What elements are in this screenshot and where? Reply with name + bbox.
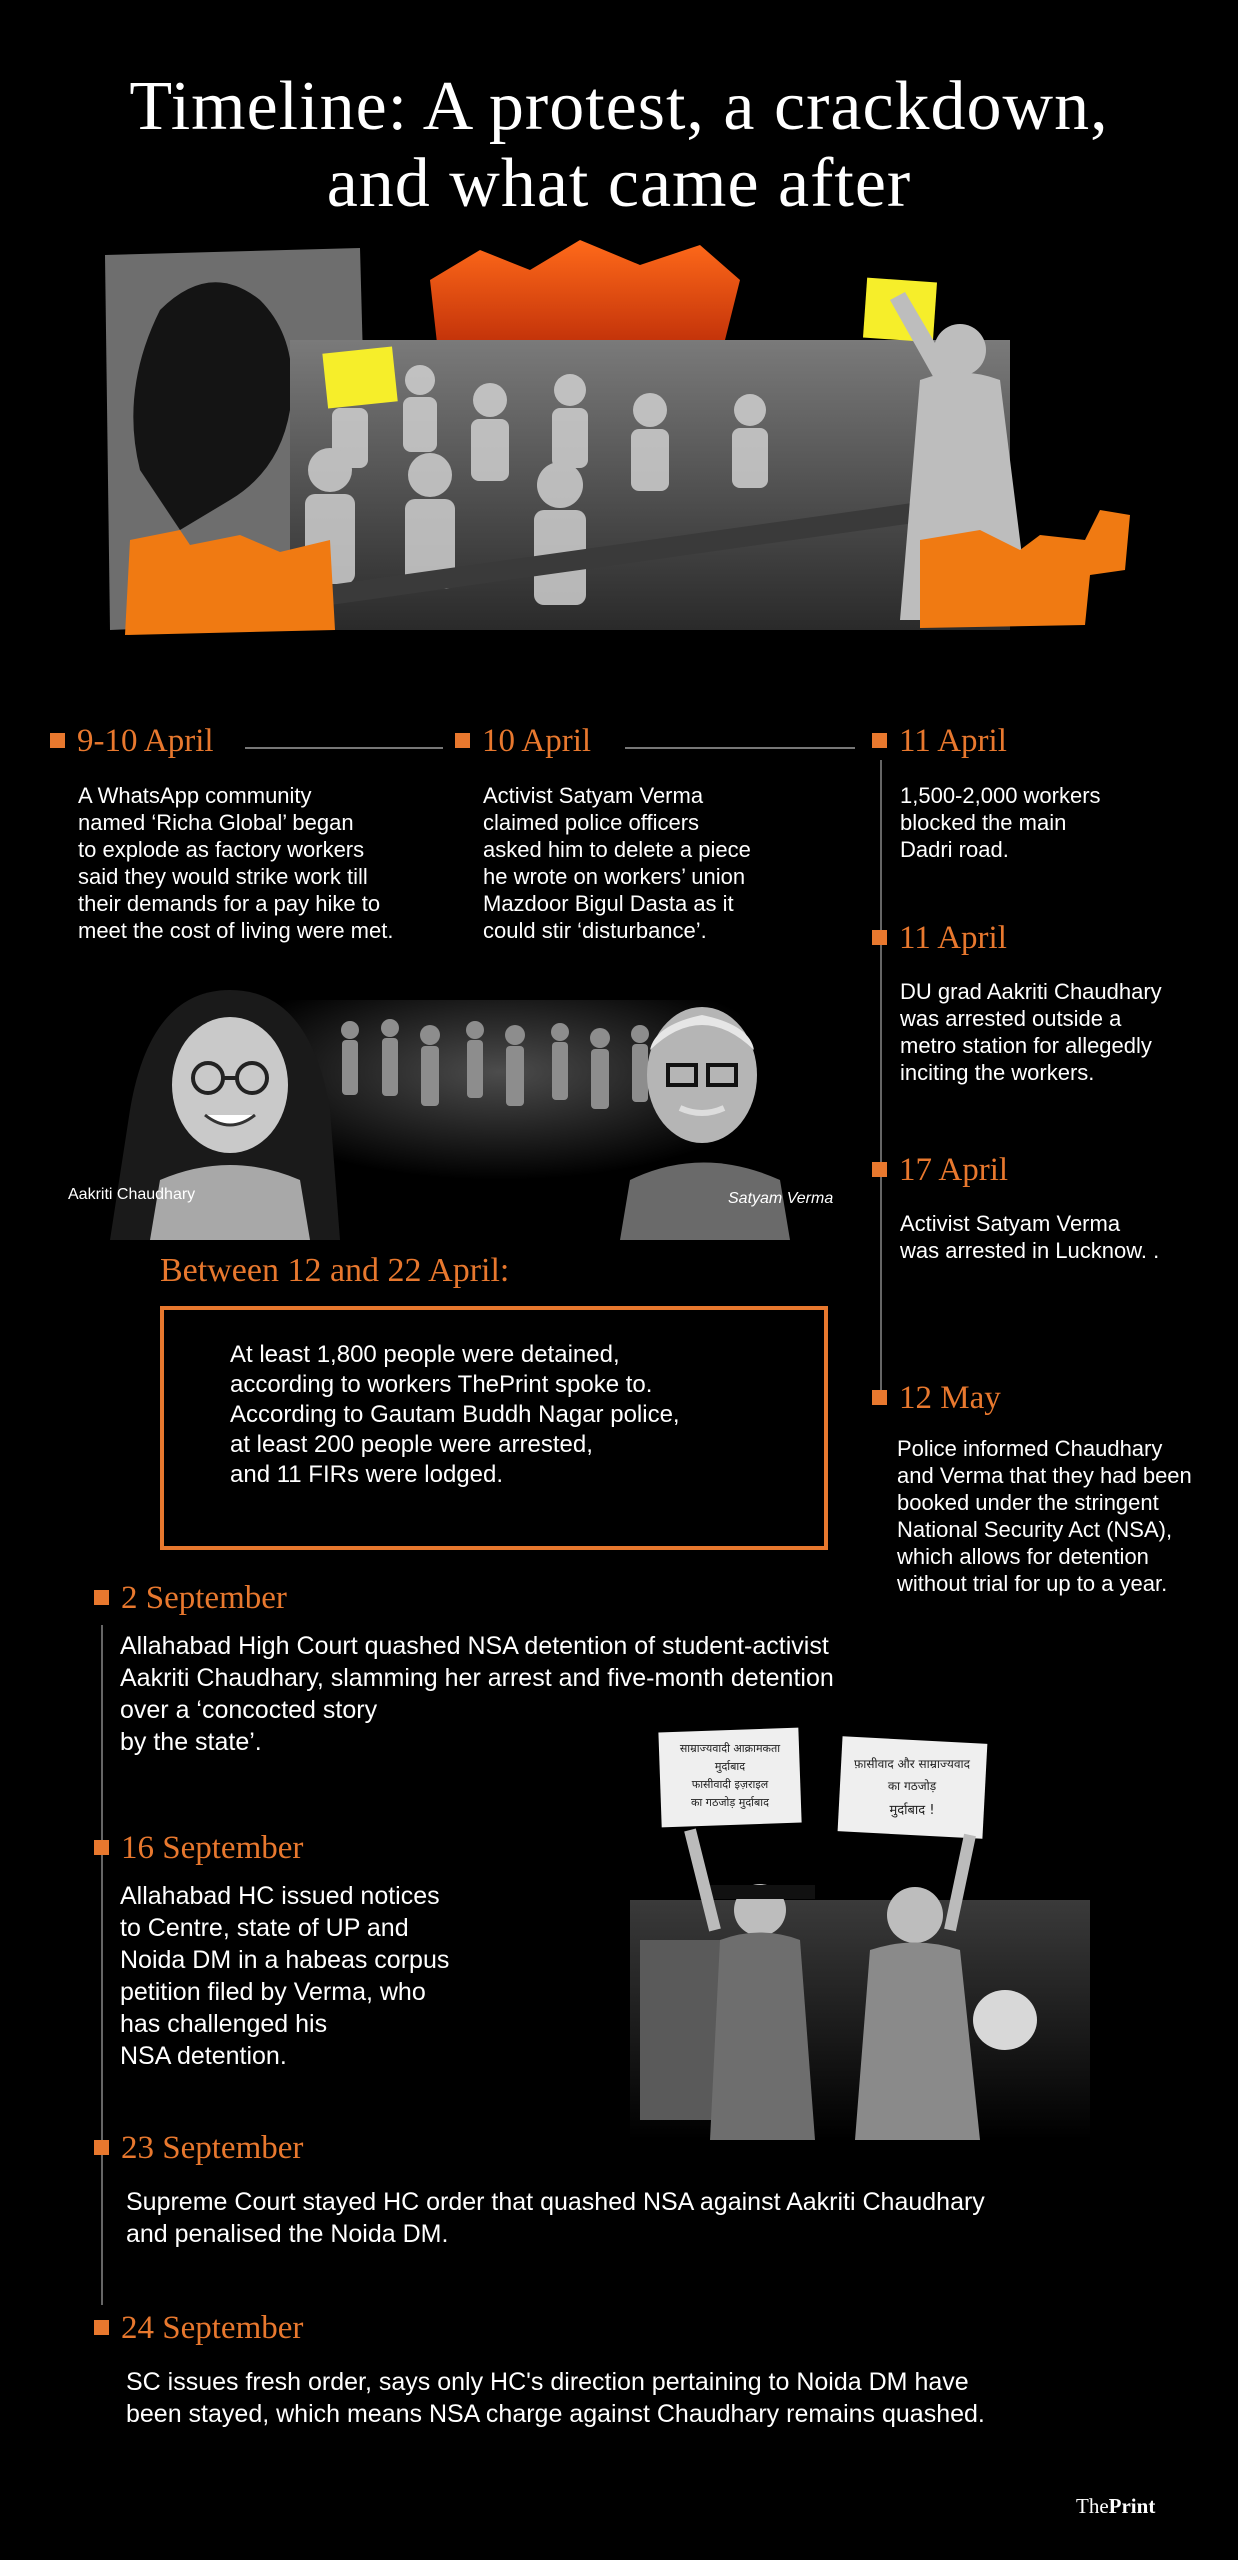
theprint-logo: ThePrint (1076, 2494, 1156, 2518)
title-line-2: and what came after (326, 145, 912, 222)
event-text-11-april-a: 1,500-2,000 workers blocked the main Dadri road. (900, 783, 1101, 862)
hero-collage (100, 240, 1150, 650)
event-text-24-september: SC issues fresh order, says only HC's direction pertaining to Noida DM have been stayed, which means NSA charge against Chaudhary remains quashed. (126, 2368, 985, 2428)
event-text-23-september: Supreme Court stayed HC order that quashed NSA against Aakriti Chaudhary and penalised the Noida DM. (126, 2188, 985, 2248)
placard-left (658, 1728, 801, 1828)
connector-line (625, 747, 855, 749)
timeline-vertical-line-right (880, 760, 882, 1400)
svg-text:साम्राज्यवादी आक्रामकता: साम्राज्यवादी आक्रामकता (679, 1742, 781, 1755)
protest-photo (630, 1720, 1090, 2140)
timeline-vertical-line-left (101, 1625, 103, 2305)
event-date-16-september: 16 September (94, 1830, 303, 1867)
between-heading: Between 12 and 22 April: (160, 1252, 510, 1289)
svg-text:का गठजोड़: का गठजोड़ (887, 1779, 937, 1793)
connector-line (245, 747, 443, 749)
event-date-11-april-b: 11 April (872, 920, 1007, 957)
svg-text:फासीवादी इज़राइल: फासीवादी इज़राइल (691, 1778, 769, 1791)
svg-text:फ़ासीवाद और साम्राज्यवाद: फ़ासीवाद और साम्राज्यवाद (853, 1757, 971, 1771)
event-text-9-10-april: A WhatsApp community named ‘Richa Global’ began to explode as factory workers said they would strike work till their demands for a pay hike to meet the cost of living were met. (78, 783, 394, 943)
svg-text:मुर्दाबाद: मुर्दाबाद (714, 1760, 746, 1773)
event-text-2-september: Allahabad High Court quashed NSA detention of student-activist Aakriti Chaudhary, slamming her arrest and five-month detention over a ‘concocted story by the state’. (120, 1632, 834, 1756)
page-title (0, 68, 1238, 222)
event-date-23-september: 23 September (94, 2130, 303, 2167)
svg-text:का गठजोड़ मुर्दाबाद: का गठजोड़ मुर्दाबाद (690, 1796, 770, 1809)
event-date-11-april-a: 11 April (872, 723, 1007, 760)
event-text-10-april: Activist Satyam Verma claimed police officers asked him to delete a piece he wrote on workers’ union Mazdoor Bigul Dasta as it could stir ‘disturbance’. (483, 783, 751, 943)
event-date-17-april: 17 April (872, 1152, 1008, 1189)
event-date-2-september: 2 September (94, 1580, 287, 1617)
event-text-16-september: Allahabad HC issued notices to Centre, state of UP and Noida DM in a habeas corpus petition filed by Verma, who has challenged his NSA detention. (120, 1882, 450, 2070)
event-text-12-may: Police informed Chaudhary and Verma that they had been booked under the stringent National Security Act (NSA), which allows for detention without trial for up to a year. (897, 1436, 1192, 1596)
event-text-11-april-b: DU grad Aakriti Chaudhary was arrested outside a metro station for allegedly inciting the workers. (900, 979, 1162, 1085)
placard-right (838, 1736, 988, 1838)
caption-satyam: Satyam Verma (728, 1190, 834, 1207)
between-text: At least 1,800 people were detained, according to workers ThePrint spoke to. According to Gautam Buddh Nagar police, at least 200 people were arrested, and 11 FIRs were lodged. (230, 1341, 680, 1488)
event-text-17-april: Activist Satyam Verma was arrested in Lucknow. . (900, 1211, 1160, 1263)
event-date-9-10-april: 9-10 April (50, 723, 214, 760)
event-date-24-september: 24 September (94, 2310, 303, 2347)
yellow-note-left (322, 346, 397, 408)
svg-text:मुर्दाबाद !: मुर्दाबाद ! (889, 1803, 935, 1818)
title-line-1: Timeline: A protest, a crackdown, (129, 68, 1109, 145)
caption-aakriti: Aakriti Chaudhary (68, 1186, 196, 1203)
event-date-12-may: 12 May (872, 1380, 1001, 1417)
event-date-10-april: 10 April (455, 723, 591, 760)
